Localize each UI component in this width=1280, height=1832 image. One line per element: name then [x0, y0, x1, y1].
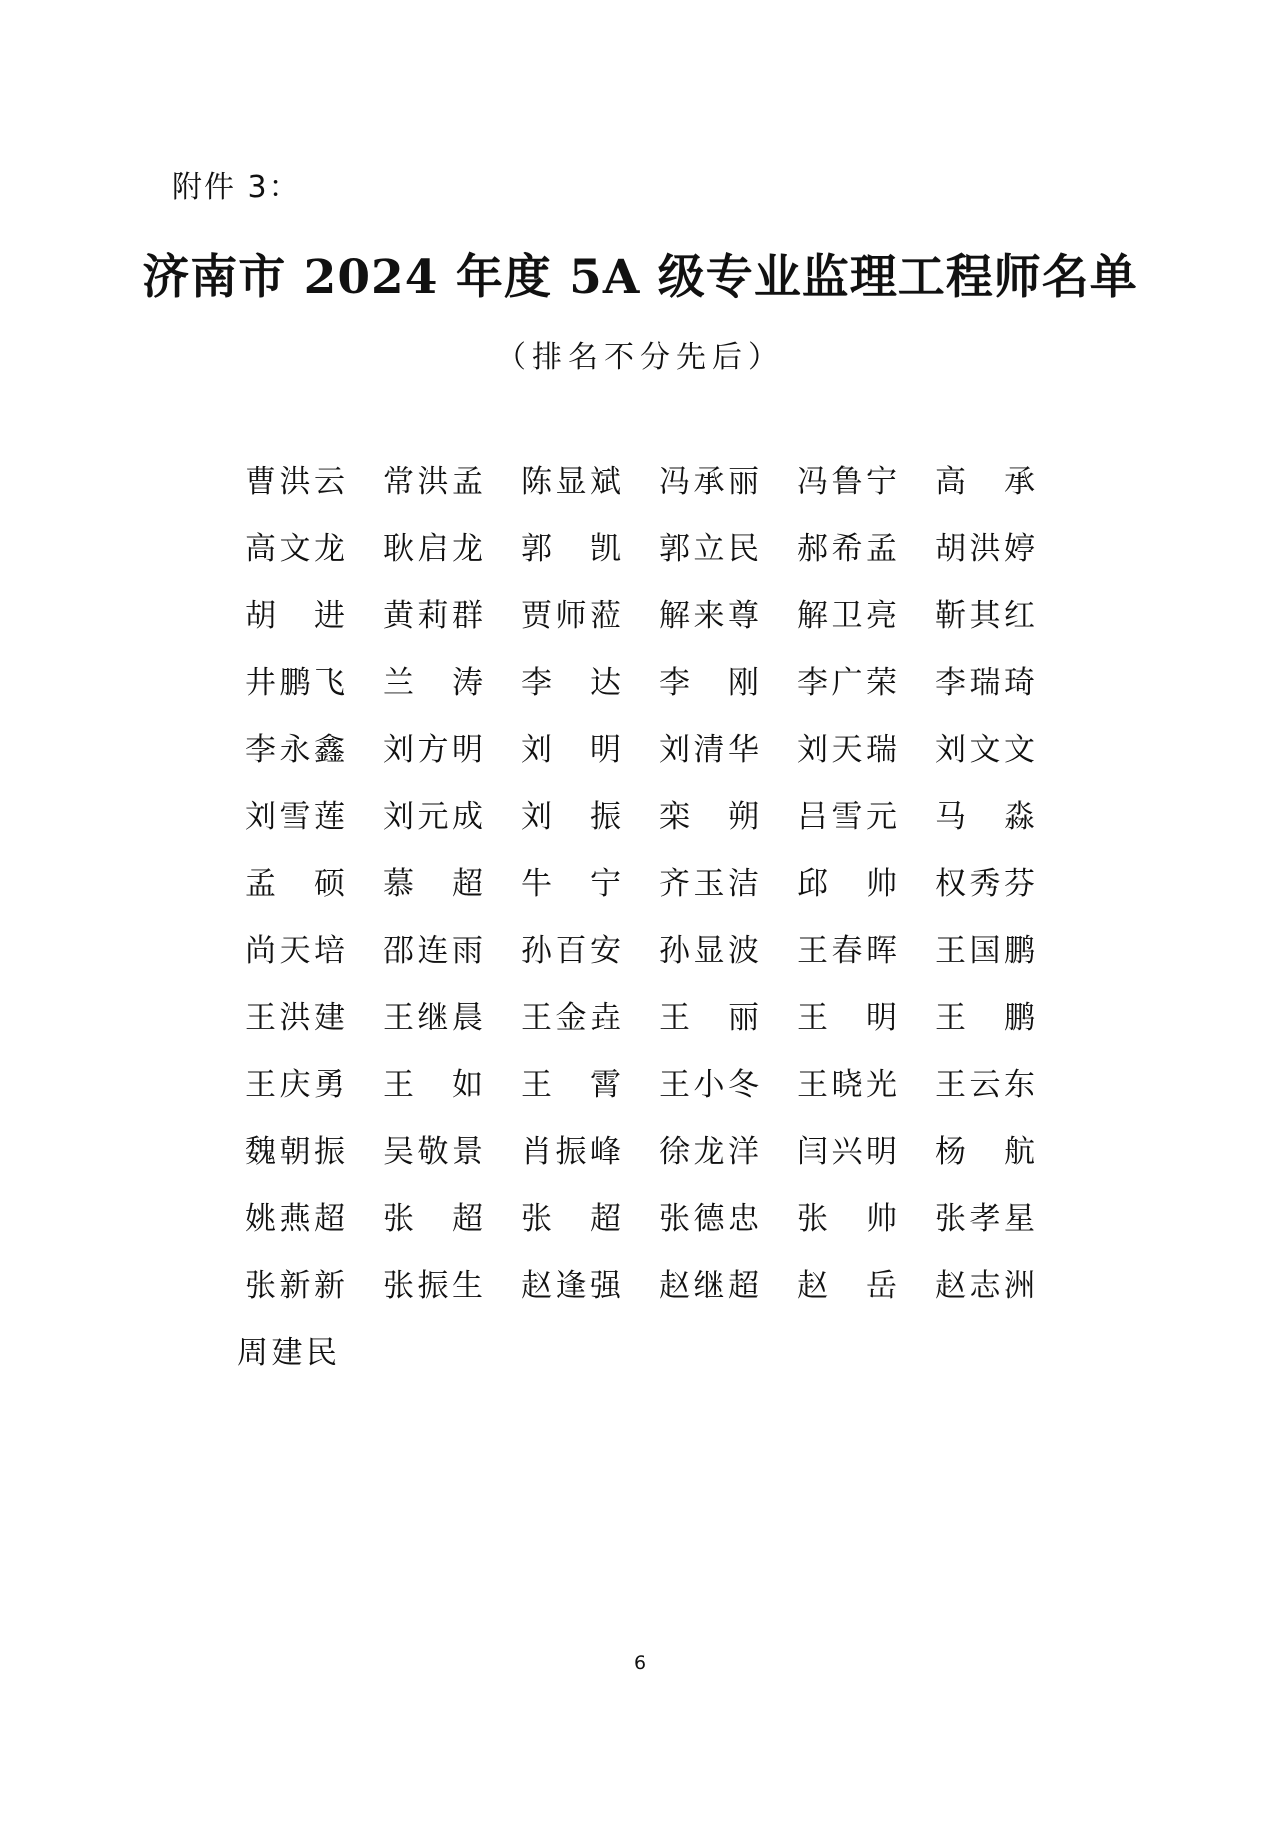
- name-entry: 孟 硕: [245, 866, 345, 902]
- name-entry: 张 德 忠: [659, 1201, 759, 1237]
- name-entry: 赵 继 超: [659, 1268, 759, 1304]
- names-list: [237, 462, 1045, 1400]
- name-entry: 马 淼: [935, 799, 1035, 835]
- name-entry: 冯 鲁 宁: [797, 464, 897, 500]
- name-entry: 孙 显 波: [659, 933, 759, 969]
- name-entry: 王 云 东: [935, 1067, 1035, 1103]
- name-entry: 肖 振 峰: [521, 1134, 621, 1170]
- name-entry: 赵 志 洲: [935, 1268, 1035, 1304]
- name-entry: 王 晓 光: [797, 1067, 897, 1103]
- name-entry: 尚 天 培: [245, 933, 345, 969]
- name-entry: 郭 立 民: [659, 531, 759, 567]
- name-entry: 刘 文 文: [935, 732, 1035, 768]
- name-entry: 高 文 龙: [245, 531, 345, 567]
- name-entry: 王 继 晨: [383, 1000, 483, 1036]
- name-entry: 胡 洪 婷: [935, 531, 1035, 567]
- name-entry: 曹 洪 云: [245, 464, 345, 500]
- name-entry: 李 永 鑫: [245, 732, 345, 768]
- name-entry: 刘 清 华: [659, 732, 759, 768]
- name-entry: 周 建 民: [237, 1335, 337, 1371]
- name-entry: 井 鹏 飞: [245, 665, 345, 701]
- name-entry: 邵 连 雨: [383, 933, 483, 969]
- name-entry: 吴 敬 景: [383, 1134, 483, 1170]
- name-entry: 张 帅: [797, 1201, 897, 1237]
- page-number: 6: [633, 1652, 647, 1674]
- name-entry: 王 丽: [659, 1000, 759, 1036]
- name-entry: 黄 莉 群: [383, 598, 483, 634]
- name-entry: 靳 其 红: [935, 598, 1035, 634]
- document-title: 济南市 2024 年度 5A 级专业监理工程师名单: [142, 250, 1138, 305]
- name-entry: 王 如: [383, 1067, 483, 1103]
- name-entry: 魏 朝 振: [245, 1134, 345, 1170]
- name-entry: 冯 承 丽: [659, 464, 759, 500]
- name-entry: 齐 玉 洁: [659, 866, 759, 902]
- name-entry: 王 鹏: [935, 1000, 1035, 1036]
- name-entry: 吕 雪 元: [797, 799, 897, 835]
- name-entry: 张 超: [383, 1201, 483, 1237]
- name-entry: 郭 凯: [521, 531, 621, 567]
- name-entry: 张 振 生: [383, 1268, 483, 1304]
- name-entry: 赵 岳: [797, 1268, 897, 1304]
- name-entry: 孙 百 安: [521, 933, 621, 969]
- name-entry: 王 庆 勇: [245, 1067, 345, 1103]
- name-entry: 牛 宁: [521, 866, 621, 902]
- name-entry: 王 明: [797, 1000, 897, 1036]
- name-entry: 高 承: [935, 464, 1035, 500]
- name-entry: 杨 航: [935, 1134, 1035, 1170]
- name-entry: 徐 龙 洋: [659, 1134, 759, 1170]
- name-entry: 权 秀 芬: [935, 866, 1035, 902]
- name-entry: 邱 帅: [797, 866, 897, 902]
- name-entry: 耿 启 龙: [383, 531, 483, 567]
- name-entry: 张 孝 星: [935, 1201, 1035, 1237]
- name-entry: 刘 振: [521, 799, 621, 835]
- name-entry: 闫 兴 明: [797, 1134, 897, 1170]
- name-entry: 兰 涛: [383, 665, 483, 701]
- name-entry: 栾 朔: [659, 799, 759, 835]
- name-entry: 刘 元 成: [383, 799, 483, 835]
- name-entry: 张 新 新: [245, 1268, 345, 1304]
- name-entry: 王 小 冬: [659, 1067, 759, 1103]
- name-entry: 姚 燕 超: [245, 1201, 345, 1237]
- name-entry: 李 广 荣: [797, 665, 897, 701]
- name-entry: 王 洪 建: [245, 1000, 345, 1036]
- name-entry: 赵 逢 强: [521, 1268, 621, 1304]
- attachment-label: 附件 3：: [172, 170, 301, 205]
- name-entry: 张 超: [521, 1201, 621, 1237]
- name-entry: 常 洪 孟: [383, 464, 483, 500]
- name-entry: 王 金 垚: [521, 1000, 621, 1036]
- name-entry: 刘 方 明: [383, 732, 483, 768]
- name-entry: 李 刚: [659, 665, 759, 701]
- name-entry: 王 春 晖: [797, 933, 897, 969]
- name-entry: 解 卫 亮: [797, 598, 897, 634]
- name-entry: 王 国 鹏: [935, 933, 1035, 969]
- name-entry: 解 来 尊: [659, 598, 759, 634]
- name-entry: 郝 希 孟: [797, 531, 897, 567]
- name-entry: 慕 超: [383, 866, 483, 902]
- name-entry: 王 霄: [521, 1067, 621, 1103]
- name-entry: 刘 明: [521, 732, 621, 768]
- document-subtitle: （排名不分先后）: [496, 340, 784, 375]
- name-entry: 贾 师 蒞: [521, 598, 621, 634]
- name-entry: 李 达: [521, 665, 621, 701]
- name-entry: 胡 进: [245, 598, 345, 634]
- name-entry: 刘 雪 莲: [245, 799, 345, 835]
- name-entry: 刘 天 瑞: [797, 732, 897, 768]
- name-entry: 陈 显 斌: [521, 464, 621, 500]
- name-entry: 李 瑞 琦: [935, 665, 1035, 701]
